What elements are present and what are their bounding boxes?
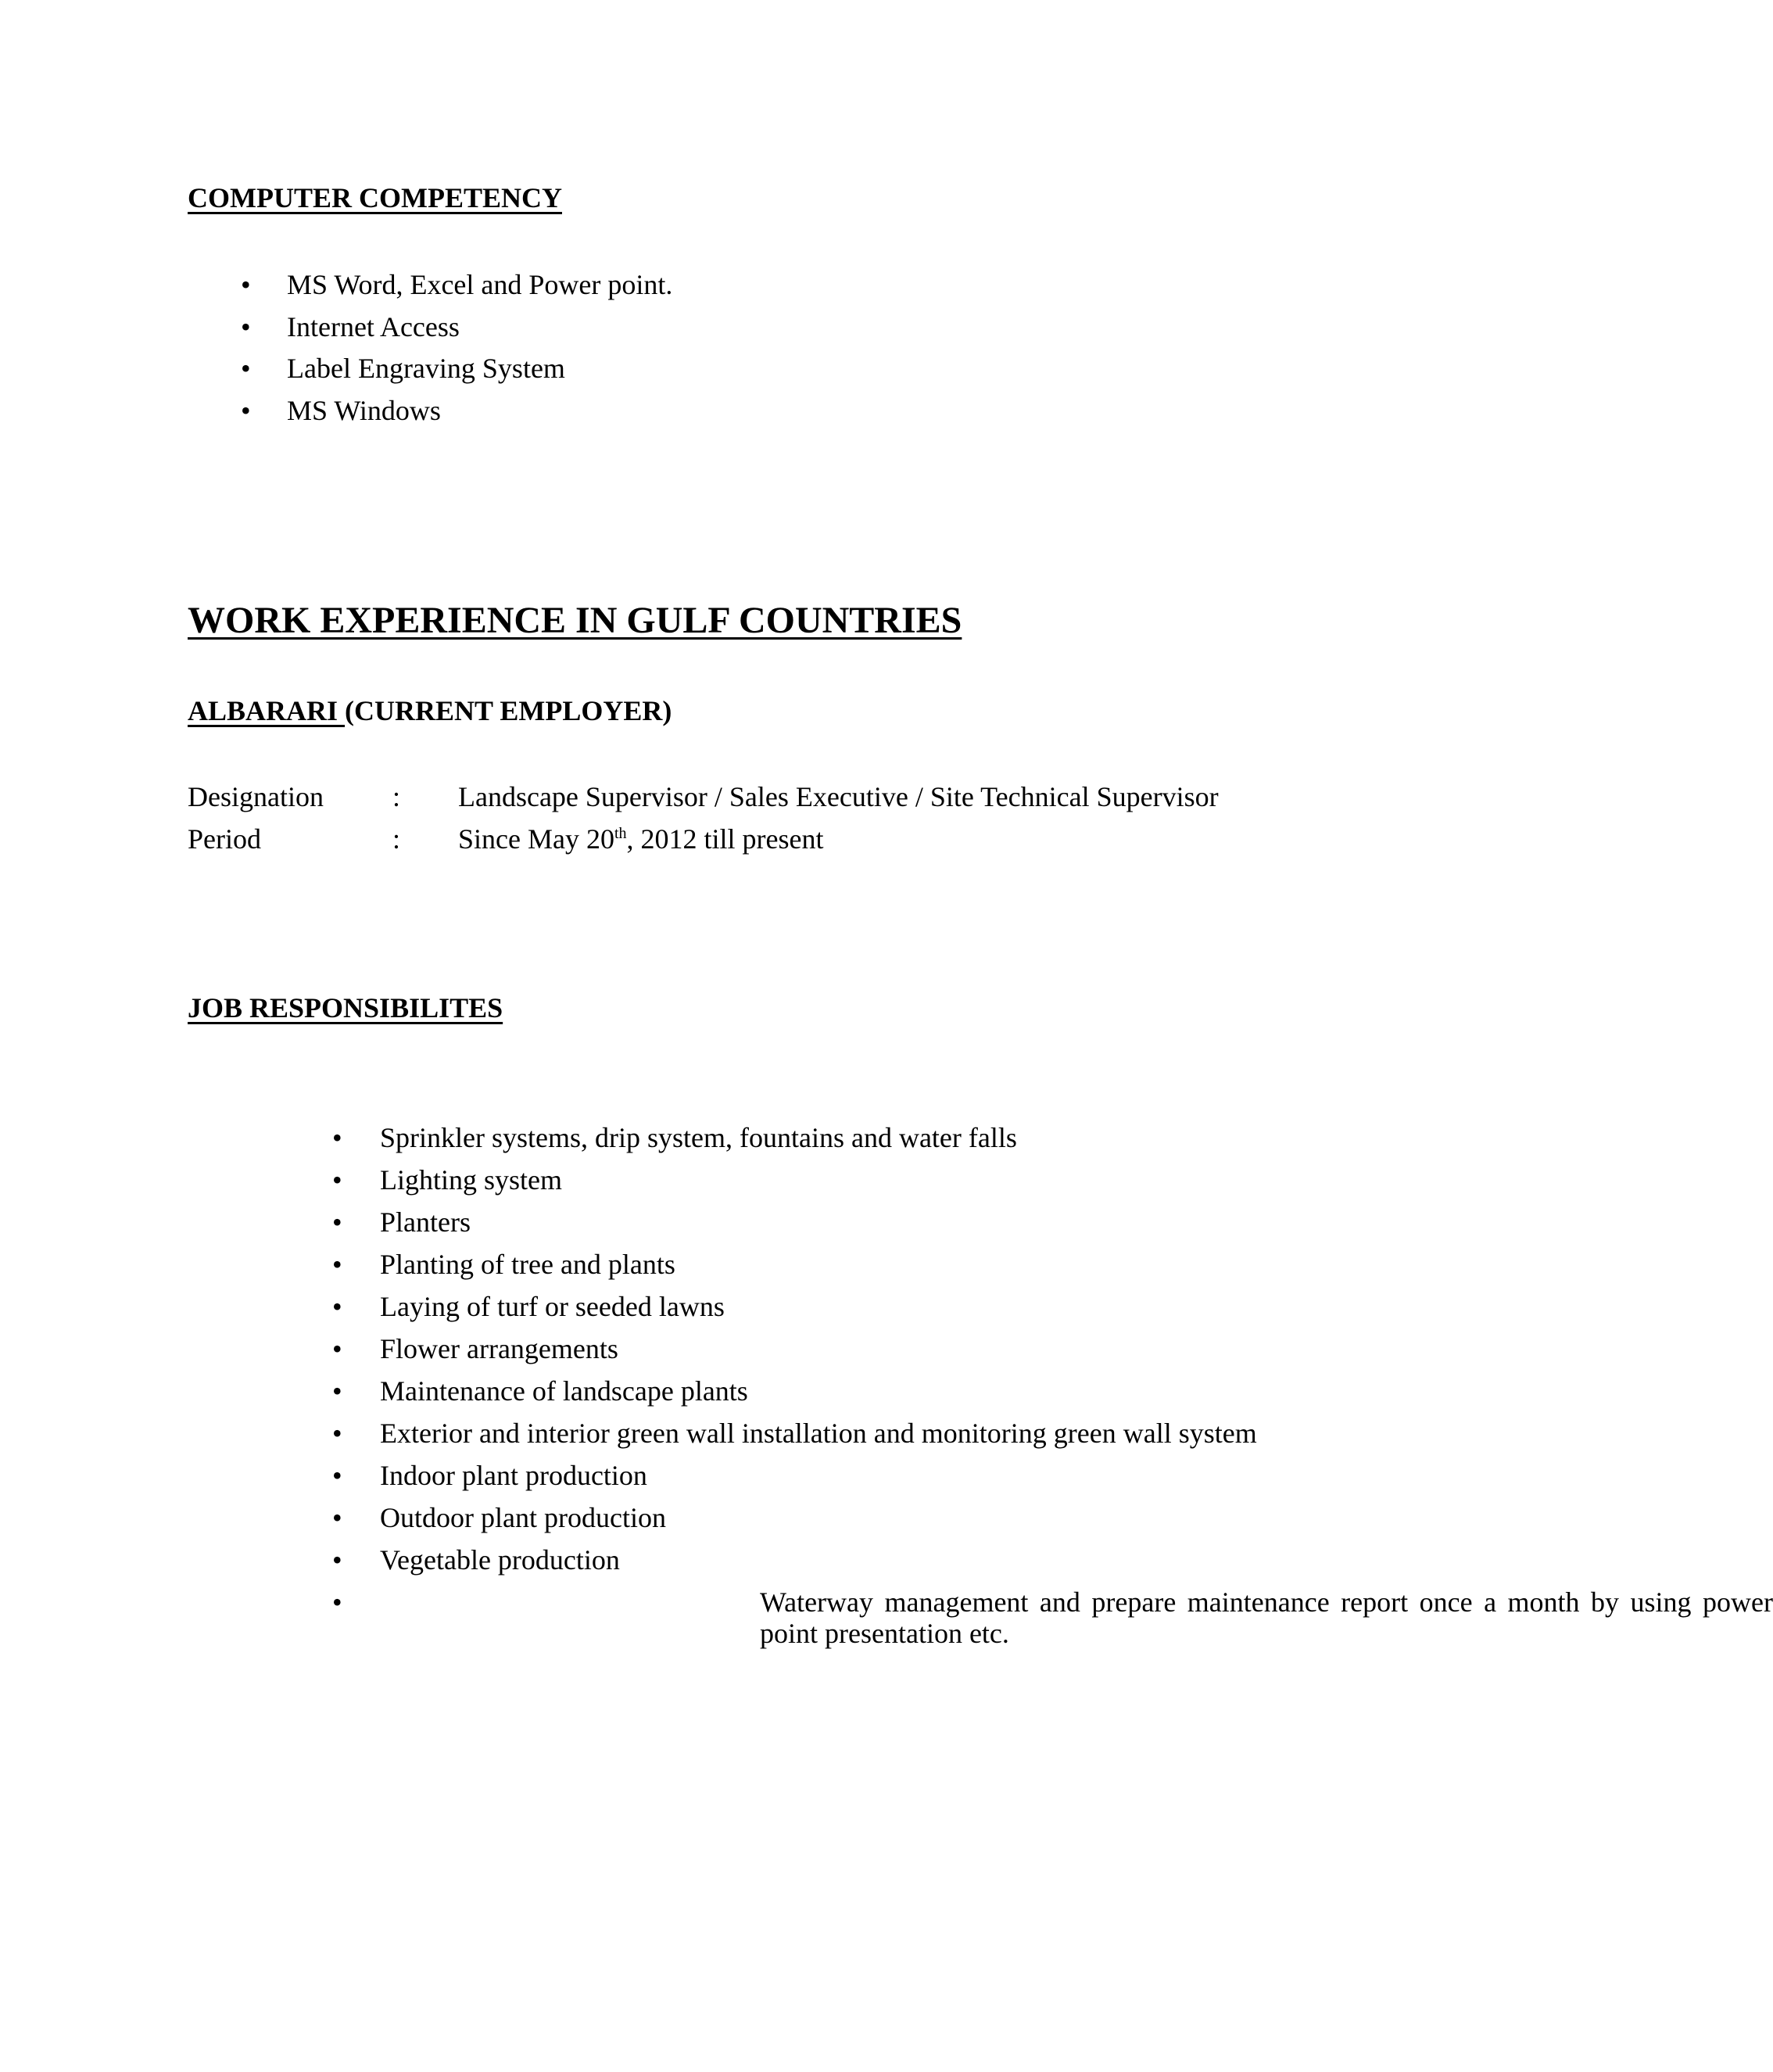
list-item (0, 1581, 1773, 1649)
bullet-icon: • (332, 1122, 342, 1153)
bullet-icon: • (332, 1333, 342, 1364)
list-item-text: Outdoor plant production (380, 1502, 666, 1533)
list-item-text: Sprinkler systems, drip system, fountains and water falls (380, 1122, 1017, 1153)
list-item-text: Exterior and interior green wall installation and monitoring green wall system (380, 1418, 1257, 1449)
list-item (0, 1412, 1601, 1454)
work-experience-heading: WORK EXPERIENCE IN GULF COUNTRIES (188, 600, 962, 641)
list-item (0, 1454, 1601, 1497)
list-item (0, 1201, 1601, 1243)
list-item (0, 1539, 1601, 1581)
period-value: Since May 20th, 2012 till present (458, 823, 824, 855)
bullet-icon: • (241, 394, 251, 426)
list-item-text: Planting of tree and plants (380, 1249, 675, 1280)
designation-label: Designation (188, 781, 324, 812)
bullet-icon: • (332, 1544, 342, 1576)
employer-name: ALBARARI (188, 695, 346, 726)
bullet-icon: • (332, 1249, 342, 1280)
list-item-text: MS Windows (287, 394, 441, 426)
computer-competency-heading: COMPUTER COMPETENCY (188, 182, 562, 213)
list-item-text: Maintenance of landscape plants (380, 1375, 748, 1407)
list-item (0, 1285, 1601, 1328)
list-item-text: Planters (380, 1206, 471, 1238)
list-item (0, 1117, 1601, 1159)
list-item-text: Label Engraving System (287, 353, 565, 384)
designation-value: Landscape Supervisor / Sales Executive / Site Technical Supervisor (458, 781, 1219, 812)
list-item (0, 1159, 1601, 1201)
job-responsibilities-heading: JOB RESPONSIBILITES (188, 992, 503, 1023)
employer-note: (CURRENT EMPLOYER) (345, 695, 672, 726)
list-item (0, 1243, 1601, 1285)
bullet-icon: • (332, 1164, 342, 1196)
list-item-text: Flower arrangements (380, 1333, 618, 1364)
list-item-text: Vegetable production (380, 1544, 620, 1576)
period-label: Period (188, 823, 261, 855)
bullet-icon: • (332, 1502, 342, 1533)
list-item (0, 1370, 1601, 1412)
bullet-icon: • (241, 269, 251, 300)
bullet-icon: • (332, 1206, 342, 1238)
bullet-icon: • (332, 1291, 342, 1322)
bullet-icon: • (332, 1375, 342, 1407)
list-item-text: Lighting system (380, 1164, 562, 1196)
bullet-icon: • (332, 1586, 342, 1618)
list-item (0, 1328, 1601, 1370)
bullet-icon: • (241, 353, 251, 384)
job-responsibilities-list (0, 1117, 1773, 1649)
period-separator: : (392, 823, 401, 855)
employer-line (188, 694, 672, 727)
designation-separator: : (392, 781, 401, 812)
list-item-text: MS Word, Excel and Power point. (287, 269, 673, 300)
list-item-text: Waterway management and prepare maintenance report once a month by using power point presentation etc. (760, 1586, 1773, 1649)
bullet-icon: • (332, 1460, 342, 1491)
bullet-icon: • (332, 1418, 342, 1449)
list-item-text: Laying of turf or seeded lawns (380, 1291, 725, 1322)
list-item-text: Indoor plant production (380, 1460, 647, 1491)
list-item-text: Internet Access (287, 310, 460, 342)
bullet-icon: • (241, 310, 251, 342)
list-item (0, 1497, 1601, 1539)
